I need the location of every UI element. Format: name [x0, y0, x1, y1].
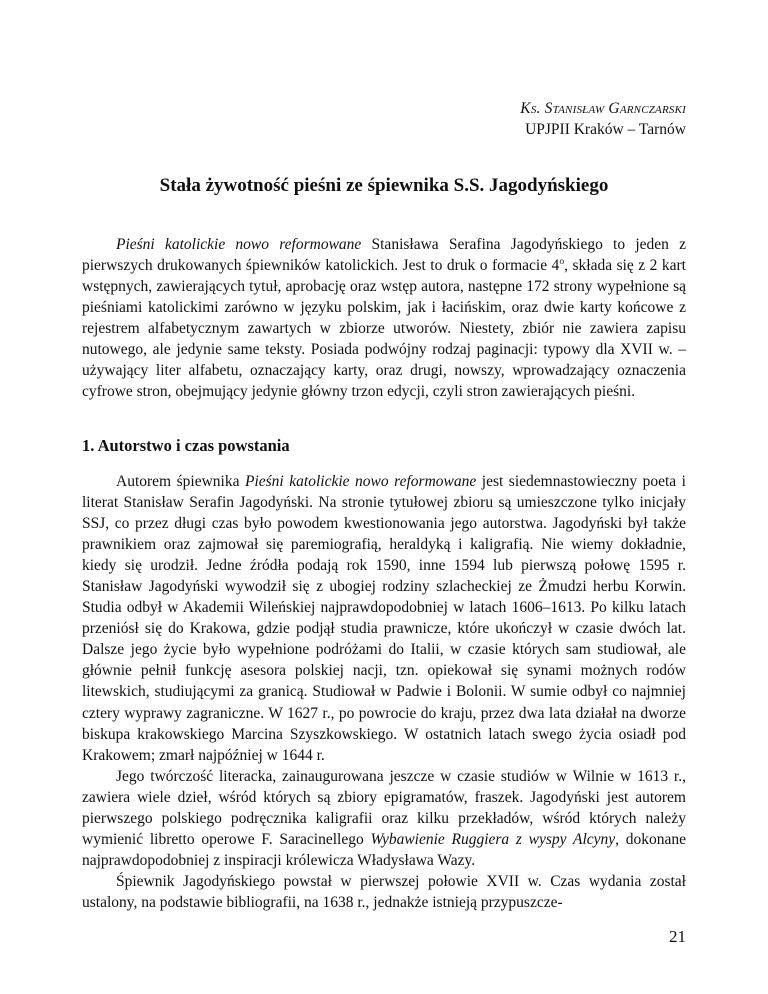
section-heading: 1. Autorstwo i czas powstania: [82, 436, 290, 455]
body-paragraph-2: [82, 766, 686, 871]
p1-work-title-italic: Pieśni katolickie nowo reformowane: [245, 473, 477, 490]
p2-text-a: Jego twórczość literacka, zainaugurowana jeszcze w czasie studiów w Wilnie w 1613 r., zawiera wiele dzieł, wśród których są zbiory epigramatów, fraszek. Jagodyński jest autorem pierwszego polskiego podręcznika kaligrafii oraz kilku przekładów, wśród których należy wymienić libretto operowe F. Saracinellego: [82, 768, 686, 849]
author-affiliation: UPJPII Kraków – Tarnów: [525, 121, 686, 138]
p1-text-a: Autorem śpiewnika: [116, 473, 245, 490]
page-number: 21: [669, 927, 686, 946]
p1-text-b: jest siedemnastowieczny poeta i literat Stanisław Serafin Jagodyński. Na stronie tytułowej zbioru są umieszczone tylko inicjały SSJ, co przez długi czas było powodem kwestionowania jego autorstwa. Jagodyński był także prawnikiem oraz zajmował się paremiografią, heraldyką i kaligrafią. Nie wiemy dokładnie, kiedy się urodził. Jedne źródła podają rok 1590, inne 1594 lub pierwszą połowę 1595 r. Stanisław Jagodyński wywodził się z ubogiej rodziny szlacheckiej ze Żmudzi herbu Korwin. Studia odbył w Akademii Wileńskiej najprawdopodobniej w latach 1606–1613. Po kilku latach przeniósł się do Krakowa, gdzie podjął studia prawnicze, które ukończył w czasie dwóch lat. Dalsze jego życie było wypełnione podróżami do Italii, w czasie których sam studiował, ale głównie pełnił funkcję asesora polskiej nacji, tzn. opiekował się synami możnych rodów litewskich, studiującymi za granicą. Studiował w Padwie i Bolonii. W sumie odbył co najmniej cztery wyprawy zagraniczne. W 1627 r., po powrocie do kraju, przez dwa lata działał na dworze biskupa krakowskiego Marcina Szyszkowskiego. W ostatnich latach swego życia osiadł pod Krakowem; zmarł najpóźniej w 1644 r.: [82, 473, 686, 764]
body-paragraph-1: [82, 471, 686, 766]
format-superscript: o: [559, 255, 565, 267]
body-paragraph-3: Śpiewnik Jagodyńskiego powstał w pierwszej połowie XVII w. Czas wydania został ustalony, na podstawie bibliografii, na 1638 r., jednakże istnieją przypuszcze-: [82, 873, 686, 912]
p2-work-title-italic: Wybawienie Ruggiera z wyspy Alcyny: [370, 831, 616, 849]
author-name: Ks. Stanisław Garnczarski: [520, 100, 686, 117]
p2-text-b: , dokonane najprawdopodobniej z inspiracji królewicza Władysława Wazy.: [82, 831, 686, 870]
author-block: [520, 98, 686, 140]
intro-paragraph: [82, 234, 686, 402]
intro-text-b: , składa się z 2 kart wstępnych, zawierających tytuł, aprobację oraz wstęp autora, następne 172 strony wypełnione są pieśniami katolickimi zarówno w języku polskim, jak i łacińskim, oraz dwie karty końcowe z rejestrem alfabetycznym zawartych w zbiorze utworów. Niestety, zbiór nie zawiera zapisu nutowego, ale jedynie same teksty. Posiada podwójny rodzaj paginacji: typowy dla XVII w. – używający liter alfabetu, oznaczający karty, oraz drugi, nowszy, wprowadzający oznaczenia cyfrowe stron, obejmujący jedynie główny trzon edycji, czyli stron zawierających pieśni.: [82, 257, 686, 401]
intro-text-a: Stanisława Serafina Jagodyńskiego to jeden z pierwszych drukowanych śpiewników katolickich. Jest to druk o formacie 4: [82, 236, 686, 275]
article-title: Stała żywotność pieśni ze śpiewnika S.S. Jagodyńskiego: [159, 175, 609, 196]
work-title-italic: Pieśni katolickie nowo reformowane: [116, 236, 362, 253]
